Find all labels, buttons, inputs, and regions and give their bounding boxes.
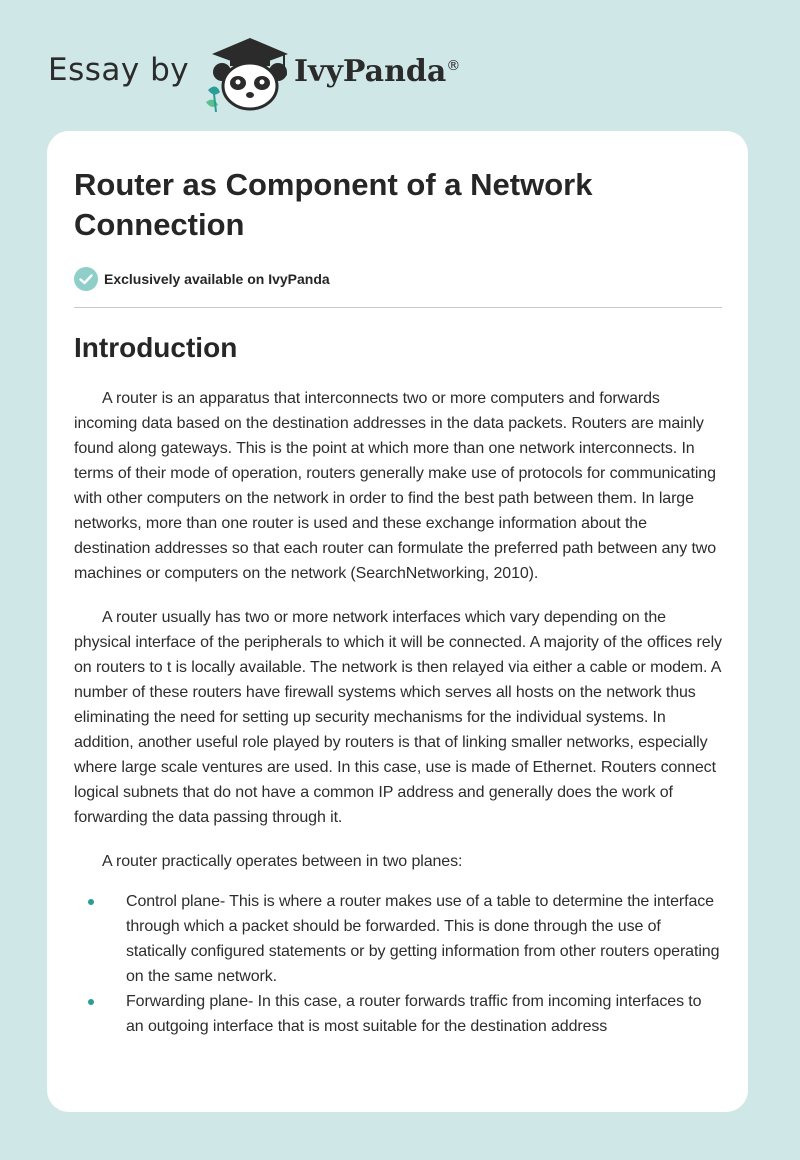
brand-header [48,32,508,112]
list-item [74,889,722,989]
page-title: Router as Component of a Network Connection [74,167,593,242]
list-item-text: Forwarding plane- In this case, a router forwards traffic from incoming interfaces to an outgoing interface that is most suitable for the destination address [126,993,702,1035]
section-heading: Introduction [74,332,238,363]
brand-prefix: Essay by [48,52,190,88]
panda-graduate-icon [200,32,296,112]
check-badge-icon [74,267,98,291]
essay-card [47,131,748,1112]
title-divider [74,307,722,308]
brand-name [294,54,460,89]
list-item-text: Control plane- This is where a router makes use of a table to determine the interface through which a packet should be forwarded. This is done through the use of statically configured statements or by getting information from other routers operating on the same network. [126,893,720,985]
paragraph: A router practically operates between in two planes: [102,853,463,870]
exclusive-badge-text: Exclusively available on IvyPanda [104,271,330,287]
exclusive-badge [74,265,722,293]
bullet-list [74,889,722,1039]
list-item [74,989,722,1039]
brand-name-text: IvyPanda [294,54,447,89]
bullet-dot-icon [88,899,94,905]
paragraph: A router usually has two or more network interfaces which vary depending on the physical interface of the peripherals to which it will be connected. A majority of the offices rely on routers to t is locally available. The network is then relayed via either a cable or modem. A number of these routers have firewall systems which serves all hosts on the network thus eliminating the need for setting up security mechanisms for the individual systems. In addition, another useful role played by routers is that of linking smaller networks, especially where large scale ventures are used. In this case, use is made of Ethernet. Routers connect logical subnets that do not have a common IP address and generally does the work of forwarding the data passing through it. [74,609,722,826]
brand-registered-mark: ® [446,58,461,74]
bullet-dot-icon [88,999,94,1005]
paragraph: A router is an apparatus that interconnects two or more computers and forwards incoming data based on the destination addresses in the data packets. Routers are mainly found along gateways. This is the point at which more than one network interconnects. In terms of their mode of operation, routers generally make use of protocols for communicating with other computers on the network in order to find the best path between them. In large networks, more than one router is used and these exchange information about the destination addresses so that each router can formulate the preferred path between any two machines or computers on the network (SearchNetworking, 2010). [74,390,717,582]
